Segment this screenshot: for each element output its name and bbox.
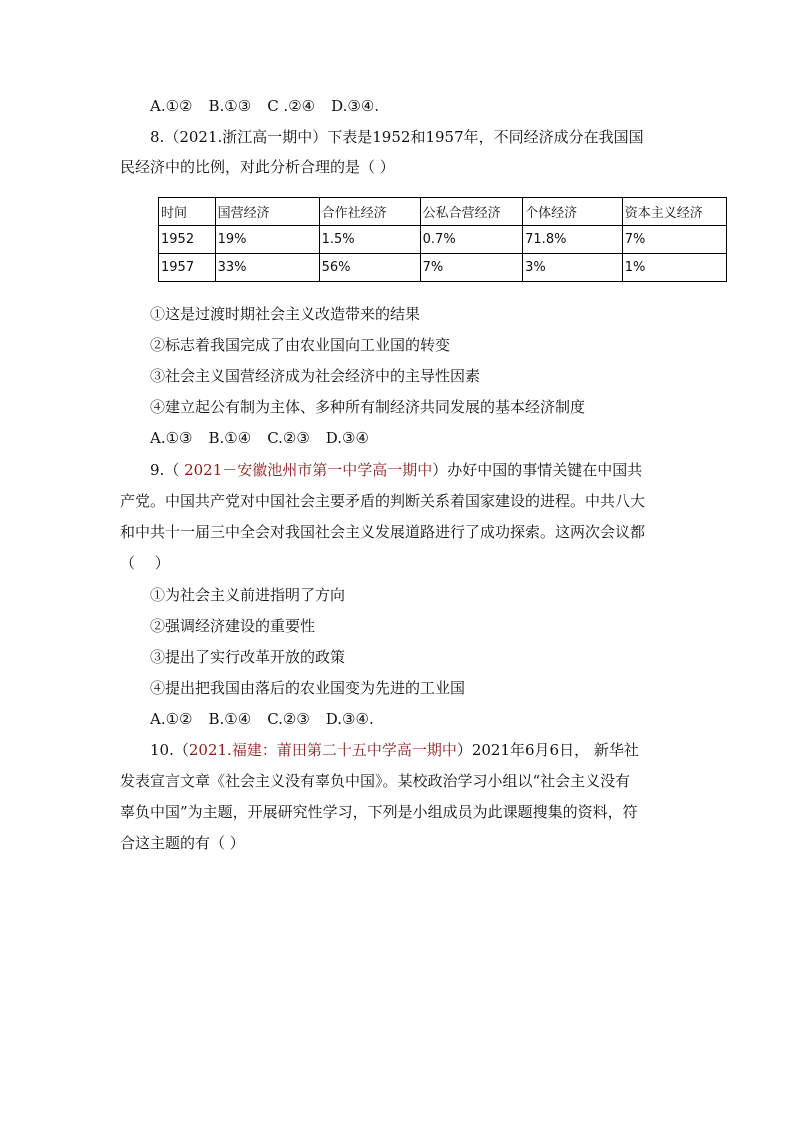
q8-number: 8.	[150, 128, 165, 146]
q10-number: 10.	[150, 741, 174, 759]
q8-statement-4: ④建立起公有制为主体、多种所有制经济共同发展的基本经济制度	[150, 398, 586, 416]
table-header-cell: 时间	[159, 198, 216, 226]
q10-stem-line4: 合这主题的有（ ）	[120, 834, 245, 852]
table-cell: 1952	[159, 226, 216, 254]
q9-statement-3: ③提出了实行改革开放的政策	[150, 648, 346, 666]
q9-option-c: C.②③	[267, 710, 310, 728]
q8-stem-line1	[150, 127, 644, 147]
table-cell: 33%	[215, 254, 319, 282]
q8-option-b: B.①④	[208, 429, 252, 447]
table-cell: 0.7%	[420, 226, 523, 254]
q9-paren-close: ）	[432, 461, 448, 479]
q8-options	[150, 428, 385, 448]
table-cell: 1957	[159, 254, 216, 282]
q9-stem-text: 办好中国的事情关键在中国共	[447, 461, 643, 479]
q8-statement-1: ①这是过渡时期社会主义改造带来的结果	[150, 305, 421, 323]
q10-source: 2021.福建：莆田第二十五中学高一期中	[188, 741, 457, 759]
q9-source: 2021－安徽池州市第一中学高一期中	[184, 461, 433, 479]
table-header-cell: 合作社经济	[319, 198, 420, 226]
q9-option-d: D.③④.	[325, 710, 374, 728]
q7-option-d: D.③④.	[331, 97, 380, 115]
q7-option-c: C .②④	[267, 97, 316, 115]
q9-stem-line4: （ ）	[120, 554, 170, 572]
q8-source: （2021.浙江高一期中）	[164, 128, 328, 146]
q8-option-d: D.③④	[325, 429, 369, 447]
table-cell: 1%	[622, 254, 726, 282]
economy-table	[158, 197, 727, 282]
q10-stem-text: 2021年6月6日， 新华社	[471, 741, 639, 759]
q10-paren-open: （	[173, 741, 189, 759]
q10-stem-line2: 发表宣言文章《社会主义没有辜负中国》。某校政治学习小组以“社会主义没有	[120, 772, 631, 790]
table-row	[159, 226, 727, 254]
q9-stem-line2: 产党。中国共产党对中国社会主要矛盾的判断关系着国家建设的进程。中共八大	[120, 492, 646, 510]
q8-statement-2: ②标志着我国完成了由农业国向工业国的转变	[150, 336, 451, 354]
q9-number: 9.	[150, 461, 165, 479]
table-cell: 3%	[523, 254, 623, 282]
q10-stem-line3: 辜负中国”为主题，开展研究性学习，下列是小组成员为此课题搜集的资料，符	[120, 803, 638, 821]
table-cell: 1.5%	[319, 226, 420, 254]
q9-stem-line3: 和中共十一届三中全会对我国社会主义发展道路进行了成功探索。这两次会议都	[120, 523, 646, 541]
q9-statement-4: ④提出把我国由落后的农业国变为先进的工业国	[150, 679, 466, 697]
q8-option-c: C.②③	[267, 429, 310, 447]
table-header-cell: 资本主义经济	[622, 198, 726, 226]
table-cell: 71.8%	[523, 226, 623, 254]
q8-stem-line2: 民经济中的比例，对此分析合理的是（ ）	[120, 158, 395, 176]
q9-stem-line1	[150, 460, 642, 480]
q8-option-a: A.①③	[150, 429, 193, 447]
q8-statement-3: ③社会主义国营经济成为社会经济中的主导性因素	[150, 367, 481, 385]
q7-option-a: A.①②	[150, 97, 193, 115]
table-row	[159, 254, 727, 282]
q9-options	[150, 709, 390, 729]
q9-paren-open: （	[164, 461, 185, 479]
q8-stem-text: 下表是1952和1957年，不同经济成分在我国国	[327, 128, 644, 146]
table-cell: 56%	[319, 254, 420, 282]
table-cell: 7%	[420, 254, 523, 282]
q9-option-a: A.①②	[150, 710, 193, 728]
q10-paren-close: ）	[456, 741, 472, 759]
q10-stem-line1	[150, 740, 639, 760]
q9-statement-2: ②强调经济建设的重要性	[150, 617, 316, 635]
table-header-cell: 个体经济	[523, 198, 623, 226]
table-cell: 7%	[622, 226, 726, 254]
q9-option-b: B.①④	[208, 710, 252, 728]
table-header-cell: 公私合营经济	[420, 198, 523, 226]
q7-option-b: B.①③	[208, 97, 252, 115]
table-cell: 19%	[215, 226, 319, 254]
table-header-cell: 国营经济	[215, 198, 319, 226]
q9-statement-1: ①为社会主义前进指明了方向	[150, 586, 346, 604]
table-header-row	[159, 198, 727, 226]
q7-options	[150, 96, 395, 116]
